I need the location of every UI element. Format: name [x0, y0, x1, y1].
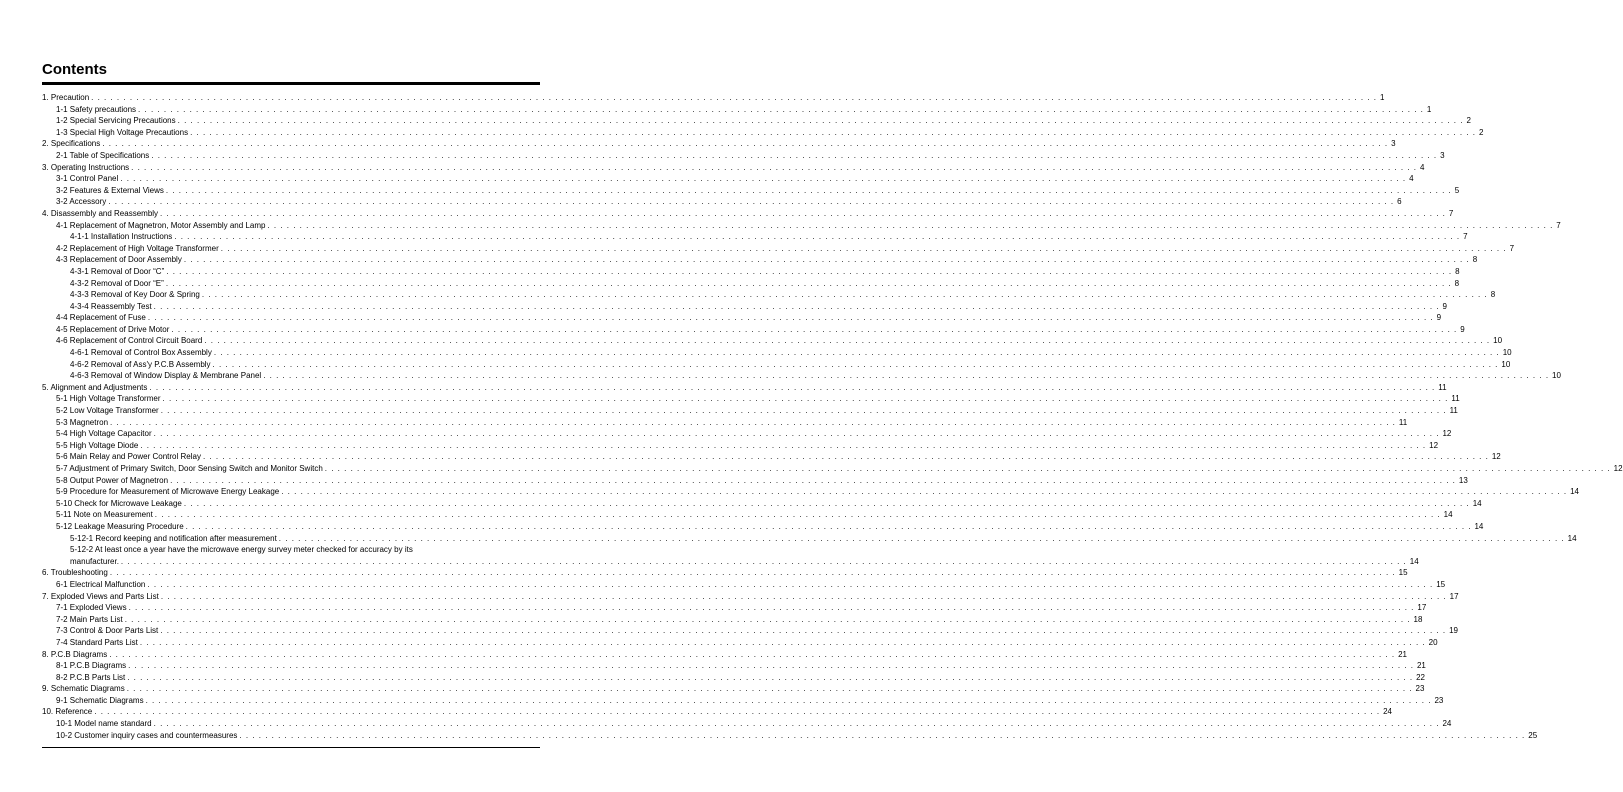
- toc-entry-page: 25: [1528, 730, 1538, 740]
- toc-entry[interactable]: [42, 660, 1426, 672]
- toc-entry-text: 5-4 High Voltage Capacitor: [56, 429, 152, 439]
- dot-leader: . . . . . . . . . . . . . . . . . . . . . . . . . . . . . . . . . . . . . . . . . . . . . . . . . . . . . . . . . . . . . . . . . . . . . . . . . . . . . . . . . . . . . . . . . . . . . . . . . . . . . . . . . . . . . . . . . . . . . . . . . . . . . . . . . . . . . . . . . . . . . . . . . . . . . . . . . . . . . . . . . . . . . . . . . . . . . . . . . . . . . . . . . . . . . . . . . . . . . . . .: [126, 684, 1413, 694]
- toc-entry-page: 12: [1429, 440, 1439, 450]
- dot-leader: . . . . . . . . . . . . . . . . . . . . . . . . . . . . . . . . . . . . . . . . . . . . . . . . . . . . . . . . . . . . . . . . . . . . . . . . . . . . . . . . . . . . . . . . . . . . . . . . . . . . . . . . . . . . . . . . . . . . . . . . . . . . . . . . . . . . . . . . . . . . . . . . . . . . . . . . . . . . . . . . . . . . . . . . . . . . . . . . . . . . . . . . . . . . . . . . . . . . . . . .: [263, 371, 1550, 381]
- toc-entry-page: 2: [1478, 127, 1484, 137]
- toc-entry[interactable]: [42, 544, 536, 556]
- table-of-contents: [42, 92, 1623, 741]
- toc-entry[interactable]: [42, 243, 1515, 255]
- toc-entry-page: 6: [1397, 197, 1402, 207]
- dot-leader: . . . . . . . . . . . . . . . . . . . . . . . . . . . . . . . . . . . . . . . . . . . . . . . . . . . . . . . . . . . . . . . . . . . . . . . . . . . . . . . . . . . . . . . . . . . . . . . . . . . . . . . . . . . . . . . . . . . . . . . . . . . . . . . . . . . . . . . . . . . . . . . . . . . . . . . . . . . . . . . . . . . . . . . . . . . . . . . . . . . . . . . . . . . . . . . . . . . . . . . .: [324, 464, 1611, 473]
- dot-leader: . . . . . . . . . . . . . . . . . . . . . . . . . . . . . . . . . . . . . . . . . . . . . . . . . . . . . . . . . . . . . . . . . . . . . . . . . . . . . . . . . . . . . . . . . . . . . . . . . . . . . . . . . . . . . . . . . . . . . . . . . . . . . . . . . . . . . . . . . . . . . . . . . . . . . . . . . . . . . . . . . . . . . . . . . . . . . . . . . . . . . . . . . . . . . . . . . . . . . . . .: [171, 324, 1458, 334]
- toc-entry-page: 10: [1552, 371, 1561, 381]
- toc-entry[interactable]: [42, 440, 1439, 452]
- toc-entry-page: 11: [1451, 394, 1460, 404]
- dot-leader: . . . . . . . . . . . . . . . . . . . . . . . . . . . . . . . . . . . . . . . . . . . . . . . . . . . . . . . . . . . . . . . . . . . . . . . . . . . . . . . . . . . . . . . . . . . . . . . . . . . . . . . . . . . . . . . . . . . . . . . . . . . . . . . . . . . . . . . . . . . . . . . . . . . . . . . . . . . . . . . . . . . . . . . . . . . . . . . . . . . . . . . . . . . . . . . . . . . . . . . .: [109, 568, 1396, 578]
- toc-entry-page: 1: [1426, 104, 1432, 114]
- toc-entry[interactable]: [42, 173, 1414, 185]
- toc-entry-text: 4. Disassembly and Reassembly: [42, 208, 159, 218]
- toc-entry-text: 2. Specifications: [42, 139, 101, 149]
- toc-entry-page: 14: [1409, 556, 1419, 566]
- toc-entry-page: 20: [1428, 637, 1438, 647]
- toc-entry-text: 3. Operating Instructions: [42, 162, 130, 172]
- toc-entry-text: 4-3-3 Removal of Key Door & Spring: [70, 290, 200, 300]
- toc-entry-text: 1-1 Safety precautions: [56, 104, 137, 114]
- dot-leader: . . . . . . . . . . . . . . . . . . . . . . . . . . . . . . . . . . . . . . . . . . . . . . . . . . . . . . . . . . . . . . . . . . . . . . . . . . . . . . . . . . . . . . . . . . . . . . . . . . . . . . . . . . . . . . . . . . . . . . . . . . . . . . . . . . . . . . . . . . . . . . . . . . . . . . . . . . . . . . . . . . . . . . . . . . . . . . . . . . . . . . . . . . . . . . . . . . . . . . . .: [183, 255, 1470, 265]
- toc-entry[interactable]: [42, 254, 1478, 266]
- toc-entry-text: 5-10 Check for Microwave Leakage: [56, 498, 182, 508]
- dot-leader: . . . . . . . . . . . . . . . . . . . . . . . . . . . . . . . . . . . . . . . . . . . . . . . . . . . . . . . . . . . . . . . . . . . . . . . . . . . . . . . . . . . . . . . . . . . . . . . . . . . . . . . . . . . . . . . . . . . . . . . . . . . . . . . . . . . . . . . . . . . . . . . . . . . . . . . . . . . . . . . . . . . . . . . . . . . . . . . . . . . . . . . . . . . . . . . . . . . . . . . .: [147, 313, 1434, 323]
- dot-leader: . . . . . . . . . . . . . . . . . . . . . . . . . . . . . . . . . . . . . . . . . . . . . . . . . . . . . . . . . . . . . . . . . . . . . . . . . . . . . . . . . . . . . . . . . . . . . . . . . . . . . . . . . . . . . . . . . . . . . . . . . . . . . . . . . . . . . . . . . . . . . . . . . . . . . . . . . . . . . . . . . . . . . . . . . . . . . . . . . . . . . . . . . . . . . . . . . . . . . . . .: [183, 498, 1470, 508]
- toc-entry[interactable]: [42, 591, 1459, 603]
- dot-leader: . . . . . . . . . . . . . . . . . . . . . . . . . . . . . . . . . . . . . . . . . . . . . . . . . . . . . . . . . . . . . . . . . . . . . . . . . . . . . . . . . . . . . . . . . . . . . . . . . . . . . . . . . . . . . . . . . . . . . . . . . . . . . . . . . . . . . . . . . . . . . . . . . . . . . . . . . . . . . . . . . . . . . . . . . . . . . . . . . . . . . . . . . . . . . . . . . . . . . . . .: [278, 533, 1565, 543]
- dot-leader: . . . . . . . . . . . . . . . . . . . . . . . . . . . . . . . . . . . . . . . . . . . . . . . . . . . . . . . . . . . . . . . . . . . . . . . . . . . . . . . . . . . . . . . . . . . . . . . . . . . . . . . . . . . . . . . . . . . . . . . . . . . . . . . . . . . . . . . . . . . . . . . . . . . . . . . . . . . . . . . . . . . . . . . . . . . . . . . . . . . . . . . . . . . . . . . . . . . . . . . .: [160, 406, 1447, 416]
- dot-leader: . . . . . . . . . . . . . . . . . . . . . . . . . . . . . . . . . . . . . . . . . . . . . . . . . . . . . . . . . . . . . . . . . . . . . . . . . . . . . . . . . . . . . . . . . . . . . . . . . . . . . . . . . . . . . . . . . . . . . . . . . . . . . . . . . . . . . . . . . . . . . . . . . . . . . . . . . . . . . . . . . . . . . . . . . . . . . . . . . . . . . . . . . . . . . . . . . . . . . . . .: [109, 649, 1396, 659]
- dot-leader: . . . . . . . . . . . . . . . . . . . . . . . . . . . . . . . . . . . . . . . . . . . . . . . . . . . . . . . . . . . . . . . . . . . . . . . . . . . . . . . . . . . . . . . . . . . . . . . . . . . . . . . . . . . . . . . . . . . . . . . . . . . . . . . . . . . . . . . . . . . . . . . . . . . . . . . . . . . . . . . . . . . . . . . . . . . . . . . . . . . . . . . . . . . . . . . . . . . . . . . .: [281, 487, 1568, 497]
- toc-entry-text: 5-5 High Voltage Diode: [56, 440, 139, 450]
- toc-entry-text: 1. Precaution: [42, 93, 90, 102]
- toc-entry-page: 9: [1436, 313, 1442, 323]
- toc-entry[interactable]: [42, 115, 1471, 127]
- dot-leader: . . . . . . . . . . . . . . . . . . . . . . . . . . . . . . . . . . . . . . . . . . . . . . . . . . . . . . . . . . . . . . . . . . . . . . . . . . . . . . . . . . . . . . . . . . . . . . . . . . . . . . . . . . . . . . . . . . . . . . . . . . . . . . . . . . . . . . . . . . . . . . . . . . . . . . . . . . . . . . . . . . . . . . . . . . . . . . . . . . . . . . . . . . . . . . . . . . . . . . . .: [202, 452, 1489, 462]
- toc-entry-page: 3: [1391, 139, 1396, 149]
- toc-entry-text: 10-2 Customer inquiry cases and countermeasures: [56, 730, 238, 740]
- dot-leader: . . . . . . . . . . . . . . . . . . . . . . . . . . . . . . . . . . . . . . . . . . . . . . . . . . . . . . . . . . . . . . . . . . . . . . . . . . . . . . . . . . . . . . . . . . . . . . . . . . . . . . . . . . . . . . . . . . . . . . . . . . . . . . . . . . . . . . . . . . . . . . . . . . . . . . . . . . . . . . . . . . . . . . . . . . . . . . . . . . . . . . . . . . . . . . . . . . . . . . . .: [138, 104, 1424, 114]
- toc-entry-page: 7: [1509, 243, 1515, 253]
- toc-entry-text: 8-1 P.C.B Diagrams: [56, 661, 127, 671]
- dot-leader: . . . . . . . . . . . . . . . . . . . . . . . . . . . . . . . . . . . . . . . . . . . . . . . . . . . . . . . . . . . . . . . . . . . . . . . . . . . . . . . . . . . . . . . . . . . . . . . . . . . . . . . . . . . . . . . . . . . . . . . . . . . . . . . . . . . . . . . . . . . . . . . . . . . . . . . . . . . . . . . . . . . . . . . . . . . . . . . . . . . . . . . . . . . . . . . . . . . . . . . .: [220, 243, 1507, 253]
- dot-leader: . . . . . . . . . . . . . . . . . . . . . . . . . . . . . . . . . . . . . . . . . . . . . . . . . . . . . . . . . . . . . . . . . . . . . . . . . . . . . . . . . . . . . . . . . . . . . . . . . . . . . . . . . . . . . . . . . . . . . . . . . . . . . . . . . . . . . . . . . . . . . . . . . . . . . . . . . . . . . . . . . . . . . . . . . . . . . . . . . . . . . . . . . . . . . . . . . . . . . . . .: [267, 220, 1554, 230]
- dot-leader: . . . . . . . . . . . . . . . . . . . . . . . . . . . . . . . . . . . . . . . . . . . . . . . . . . . . . . . . . . . . . . . . . . . . . . . . . . . . . . . . . . . . . . . . . . . . . . . . . . . . . . . . . . . . . . . . . . . . . . . . . . . . . . . . . . . . . . . . . . . . . . . . . . . . . . . . . . . . . . . . . . . . . . . . . . . . . . . . . . . . . . . . . . . . . . . . . . . . . . . .: [174, 232, 1461, 242]
- toc-entry-text: 4-2 Replacement of High Voltage Transformer: [56, 243, 219, 253]
- dot-leader: . . . . . . . . . . . . . . . . . . . . . . . . . . . . . . . . . . . . . . . . . . . . . . . . . . . . . . . . . . . . . . . . . . . . . . . . . . . . . . . . . . . . . . . . . . . . . . . . . . . . . . . . . . . . . . . . . . . . . . . . . . . . . . . . . . . . . . . . . . . . . . . . . . . . . . . . . . . . . . . . . . . . . . . . . . . . . . . . . . . . . . . . . . . . . . . . . . . . . . . .: [177, 116, 1464, 126]
- dot-leader: . . . . . . . . . . . . . . . . . . . . . . . . . . . . . . . . . . . . . . . . . . . . . . . . . . . . . . . . . . . . . . . . . . . . . . . . . . . . . . . . . . . . . . . . . . . . . . . . . . . . . . . . . . . . . . . . . . . . . . . . . . . . . . . . . . . . . . . . . . . . . . . . . . . . . . . . . . . . . . . . . . . . . . . . . . . . . . . . . . . . . . . . . . . . . . . . . . . . . . . .: [124, 614, 1411, 624]
- toc-entry[interactable]: [42, 266, 1460, 278]
- toc-entry[interactable]: [42, 231, 1468, 243]
- toc-entry-text: 7. Exploded Views and Parts List: [42, 591, 159, 601]
- toc-entry-page: 2: [1466, 116, 1471, 126]
- toc-entry[interactable]: [42, 533, 1577, 545]
- toc-entry[interactable]: [42, 185, 1460, 197]
- dot-leader: . . . . . . . . . . . . . . . . . . . . . . . . . . . . . . . . . . . . . . . . . . . . . . . . . . . . . . . . . . . . . . . . . . . . . . . . . . . . . . . . . . . . . . . . . . . . . . . . . . . . . . . . . . . . . . . . . . . . . . . . . . . . . . . . . . . . . . . . . . . . . . . . . . . . . . . . . . . . . . . . . . . . . . . . . . . . . . . . . . . . . . . . . . . . . . . . . . . . . . . .: [160, 626, 1447, 636]
- toc-entry[interactable]: [42, 127, 1484, 139]
- dot-leader: . . . . . . . . . . . . . . . . . . . . . . . . . . . . . . . . . . . . . . . . . . . . . . . . . . . . . . . . . . . . . . . . . . . . . . . . . . . . . . . . . . . . . . . . . . . . . . . . . . . . . . . . . . . . . . . . . . . . . . . . . . . . . . . . . . . . . . . . . . . . . . . . . . . . . . . . . . . . . . . . . . . . . . . . . . . . . . . . . . . . . . . . . . . . . . . . . . . . . . . .: [204, 336, 1491, 346]
- toc-entry-text: 4-1-1 Installation Instructions: [70, 232, 173, 242]
- toc-entry[interactable]: [42, 683, 1425, 695]
- page-title: Contents: [42, 61, 107, 78]
- toc-entry-page: 7: [1556, 220, 1561, 230]
- dot-leader: . . . . . . . . . . . . . . . . . . . . . . . . . . . . . . . . . . . . . . . . . . . . . . . . . . . . . . . . . . . . . . . . . . . . . . . . . . . . . . . . . . . . . . . . . . . . . . . . . . . . . . . . . . . . . . . . . . . . . . . . . . . . . . . . . . . . . . . . . . . . . . . . . . . . . . . . . . . . . . . . . . . . . . . . . . . . . . . . . . . . . . . . . . . . . . . . . . . . . . . .: [128, 603, 1415, 613]
- toc-entry[interactable]: [42, 730, 1538, 742]
- toc-entry-page: 18: [1413, 614, 1423, 624]
- dot-leader: . . . . . . . . . . . . . . . . . . . . . . . . . . . . . . . . . . . . . . . . . . . . . . . . . . . . . . . . . . . . . . . . . . . . . . . . . . . . . . . . . . . . . . . . . . . . . . . . . . . . . . . . . . . . . . . . . . . . . . . . . . . . . . . . . . . . . . . . . . . . . . . . . . . . . . . . . . . . . . . . . . . . . . . . . . . . . . . . . . . . . . . . . . . . . . . . . . . . . . . .: [213, 348, 1500, 358]
- toc-entry-page: 11: [1449, 406, 1458, 416]
- toc-entry-page: 17: [1417, 603, 1427, 613]
- toc-entry-text: 5-7 Adjustment of Primary Switch, Door Sensing Switch and Monitor Switch: [56, 464, 323, 473]
- toc-entry[interactable]: [42, 521, 1484, 533]
- toc-entry-page: 11: [1398, 417, 1408, 427]
- toc-entry[interactable]: [42, 405, 1458, 417]
- dot-leader: . . . . . . . . . . . . . . . . . . . . . . . . . . . . . . . . . . . . . . . . . . . . . . . . . . . . . . . . . . . . . . . . . . . . . . . . . . . . . . . . . . . . . . . . . . . . . . . . . . . . . . . . . . . . . . . . . . . . . . . . . . . . . . . . . . . . . . . . . . . . . . . . . . . . . . . . . . . . . . . . . . . . . . . . . . . . . . . . . . . . . . . . . . . . . . . . . . . . . . . .: [131, 162, 1417, 172]
- toc-entry-text: 5-12-2 At least once a year have the microwave energy survey meter checked for accuracy by its: [70, 545, 413, 555]
- dot-leader: . . . . . . . . . . . . . . . . . . . . . . . . . . . . . . . . . . . . . . . . . . . . . . . . . . . . . . . . . . . . . . . . . . . . . . . . . . . . . . . . . . . . . . . . . . . . . . . . . . . . . . . . . . . . . . . . . . . . . . . . . . . . . . . . . . . . . . . . . . . . . . . . . . . . . . . . . . . . . . . . . . . . . . . . . . . . . . . . . . . . . . . . . . . . . . . . . . . . . . . .: [147, 579, 1434, 589]
- toc-entry-text: 5-9 Procedure for Measurement of Microwave Energy Leakage: [56, 487, 280, 497]
- toc-entry-text: 4-5 Replacement of Drive Motor: [56, 324, 170, 334]
- toc-entry-text: 4-6 Replacement of Control Circuit Board: [56, 336, 203, 346]
- toc-entry-page: 10: [1493, 336, 1503, 346]
- toc-entry[interactable]: [42, 625, 1459, 637]
- toc-entry[interactable]: [42, 347, 1512, 359]
- dot-leader: . . . . . . . . . . . . . . . . . . . . . . . . . . . . . . . . . . . . . . . . . . . . . . . . . . . . . . . . . . . . . . . . . . . . . . . . . . . . . . . . . . . . . . . . . . . . . . . . . . . . . . . . . . . . . . . . . . . . . . . . . . . . . . . . . . . . . . . . . . . . . . . . . . . . . . . . . . . . . . . . . . . . . . . . . . . . . . . . . . . . . . . . . . . . . . . . . . . . . . . .: [127, 672, 1414, 682]
- toc-entry-page: 10: [1502, 348, 1512, 358]
- toc-entry-text: 4-3 Replacement of Door Assembly: [56, 255, 182, 265]
- toc-entry-page: 9: [1442, 301, 1447, 311]
- toc-entry-page: 14: [1472, 498, 1482, 508]
- toc-entry-text: 6. Troubleshooting: [42, 568, 108, 578]
- toc-entry[interactable]: [42, 162, 1425, 174]
- toc-entry-page: 11: [1438, 382, 1447, 392]
- toc-entry-text: 5-8 Output Power of Magnetron: [56, 475, 169, 485]
- toc-entry-text: 4-3-2 Removal of Door “E”: [70, 278, 164, 288]
- dot-leader: . . . . . . . . . . . . . . . . . . . . . . . . . . . . . . . . . . . . . . . . . . . . . . . . . . . . . . . . . . . . . . . . . . . . . . . . . . . . . . . . . . . . . . . . . . . . . . . . . . . . . . . . . . . . . . . . . . . . . . . . . . . . . . . . . . . . . . . . . . . . . . . . . . . . . . . . . . . . . . . . . . . . . . . . . . . . . . . . . . . . . . . . . . . . . . . . . . . . . . . .: [102, 139, 1389, 149]
- toc-entry-page: 14: [1443, 510, 1453, 520]
- dot-leader: . . . . . . . . . . . . . . . . . . . . . . . . . . . . . . . . . . . . . . . . . . . . . . . . . . . . . . . . . . . . . . . . . . . . . . . . . . . . . . . . . . . . . . . . . . . . . . . . . . . . . . . . . . . . . . . . . . . . . . . . . . . . . . . . . . . . . . . . . . . . . . . . . . . . . . . . . . . . . . . . . . . . . . . . . . . . . . . . . . . . . . . . . . . . . . . . . . . . . . . .: [162, 394, 1449, 404]
- dot-leader: . . . . . . . . . . . . . . . . . . . . . . . . . . . . . . . . . . . . . . . . . . . . . . . . . . . . . . . . . . . . . . . . . . . . . . . . . . . . . . . . . . . . . . . . . . . . . . . . . . . . . . . . . . . . . . . . . . . . . . . . . . . . . . . . . . . . . . . . . . . . . . . . . . . . . . . . . . . . . . . . . . . . . . . . . . . . . . . . . . . . . . . . . . . . . . . . . . . . . . . .: [128, 661, 1414, 671]
- toc-entry-text: 4-6-2 Removal of Ass'y P.C.B Assembly: [70, 359, 211, 369]
- toc-entry-text: 3-2 Accessory: [56, 197, 107, 207]
- dot-leader: . . . . . . . . . . . . . . . . . . . . . . . . . . . . . . . . . . . . . . . . . . . . . . . . . . . . . . . . . . . . . . . . . . . . . . . . . . . . . . . . . . . . . . . . . . . . . . . . . . . . . . . . . . . . . . . . . . . . . . . . . . . . . . . . . . . . . . . . . . . . . . . . . . . . . . . . . . . . . . . . . . . . . . . . . . . . . . . . . . . . . . . . . . . . . . . . . . . . . . . .: [154, 510, 1441, 520]
- toc-entry-text: 10. Reference: [42, 707, 93, 717]
- toc-entry[interactable]: [42, 486, 1579, 498]
- toc-entry[interactable]: [42, 695, 1444, 707]
- toc-entry[interactable]: [42, 475, 1468, 487]
- toc-entry-text: 3-1 Control Panel: [56, 174, 119, 184]
- toc-entry-text: 5-11 Note on Measurement: [56, 510, 153, 520]
- dot-leader: . . . . . . . . . . . . . . . . . . . . . . . . . . . . . . . . . . . . . . . . . . . . . . . . . . . . . . . . . . . . . . . . . . . . . . . . . . . . . . . . . . . . . . . . . . . . . . . . . . . . . . . . . . . . . . . . . . . . . . . . . . . . . . . . . . . . . . . . . . . . . . . . . . . . . . . . . . . . . . . . . . . . . . . . . . . . . . . . . . . . . . . . . . . . . . . . . . . . . . . .: [91, 93, 1377, 102]
- toc-entry[interactable]: [42, 451, 1501, 463]
- toc-entry-text: 7-1 Exploded Views: [56, 603, 127, 613]
- toc-entry-page: 24: [1383, 707, 1393, 717]
- toc-entry-page: 15: [1436, 579, 1446, 589]
- toc-entry[interactable]: [42, 463, 1623, 475]
- toc-entry-text: 4-3-4 Reassembly Test: [70, 301, 152, 311]
- dot-leader: . . . . . . . . . . . . . . . . . . . . . . . . . . . . . . . . . . . . . . . . . . . . . . . . . . . . . . . . . . . . . . . . . . . . . . . . . . . . . . . . . . . . . . . . . . . . . . . . . . . . . . . . . . . . . . . . . . . . . . . . . . . . . . . . . . . . . . . . . . . . . . . . . . . . . . . . . . . . . . . . . . . . . . . . . . . . . . . . . . . . . . . . . . . . . . . . . . . . . . . .: [165, 278, 1452, 288]
- dot-leader: . . . . . . . . . . . . . . . . . . . . . . . . . . . . . . . . . . . . . . . . . . . . . . . . . . . . . . . . . . . . . . . . . . . . . . . . . . . . . . . . . . . . . . . . . . . . . . . . . . . . . . . . . . . . . . . . . . . . . . . . . . . . . . . . . . . . . . . . . . . . . . . . . . . . . . . . . . . . . . . . . . . . . . . . . . . . . . . . . . . . . . . . . . . . . . . . . . . . . . . .: [170, 475, 1456, 485]
- toc-entry-page: 23: [1415, 684, 1425, 694]
- toc-entry[interactable]: [42, 567, 1408, 579]
- dot-leader: . . . . . . . . . . . . . . . . . . . . . . . . . . . . . . . . . . . . . . . . . . . . . . . . . . . . . . . . . . . . . . . . . . . . . . . . . . . . . . . . . . . . . . . . . . . . . . . . . . . . . . . . . . . . . . . . . . . . . . . . . . . . . . . . . . . . . . . . . . . . . . . . . . . . . . . . . . . . . . . . . . . . . . . . . . . . . . . . . . . . . . . . . . . . . . . . . . . . . . . .: [140, 440, 1427, 450]
- toc-entry-page: 8: [1490, 290, 1496, 300]
- toc-entry-text: 9-1 Schematic Diagrams: [56, 695, 144, 705]
- toc-entry-continuation[interactable]: [42, 556, 1419, 568]
- toc-entry[interactable]: [42, 289, 1496, 301]
- toc-entry-text: 10-1 Model name standard: [56, 719, 152, 729]
- toc-entry[interactable]: [42, 614, 1423, 626]
- toc-entry-text: 1-3 Special High Voltage Precautions: [56, 127, 189, 137]
- toc-entry[interactable]: [42, 196, 1402, 208]
- dot-leader: . . . . . . . . . . . . . . . . . . . . . . . . . . . . . . . . . . . . . . . . . . . . . . . . . . . . . . . . . . . . . . . . . . . . . . . . . . . . . . . . . . . . . . . . . . . . . . . . . . . . . . . . . . . . . . . . . . . . . . . . . . . . . . . . . . . . . . . . . . . . . . . . . . . . . . . . . . . . . . . . . . . . . . . . . . . . . . . . . . . . . . . . . . . . . . . . . . . . . . . .: [153, 301, 1440, 311]
- dot-leader: . . . . . . . . . . . . . . . . . . . . . . . . . . . . . . . . . . . . . . . . . . . . . . . . . . . . . . . . . . . . . . . . . . . . . . . . . . . . . . . . . . . . . . . . . . . . . . . . . . . . . . . . . . . . . . . . . . . . . . . . . . . . . . . . . . . . . . . . . . . . . . . . . . . . . . . . . . . . . . . . . . . . . . . . . . . . . . . . . . . . . . . . . . . . . . . . . . . . . . . .: [149, 382, 1436, 392]
- toc-entry-text: 7-3 Control & Door Parts List: [56, 626, 159, 636]
- toc-entry-page: 9: [1460, 324, 1465, 334]
- toc-entry-page: 14: [1567, 533, 1577, 543]
- title-rule: [42, 82, 540, 85]
- toc-entry-page: 1: [1379, 93, 1385, 102]
- toc-entry[interactable]: [42, 602, 1427, 614]
- dot-leader: . . . . . . . . . . . . . . . . . . . . . . . . . . . . . . . . . . . . . . . . . . . . . . . . . . . . . . . . . . . . . . . . . . . . . . . . . . . . . . . . . . . . . . . . . . . . . . . . . . . . . . . . . . . . . . . . . . . . . . . . . . . . . . . . . . . . . . . . . . . . . . . . . . . . . . . . . . . . . . . . . . . . . . . . . . . . . . . . . . . . . . . . . . . . . . . . . . . . . . . .: [153, 429, 1440, 439]
- dot-leader: . . . . . . . . . . . . . . . . . . . . . . . . . . . . . . . . . . . . . . . . . . . . . . . . . . . . . . . . . . . . . . . . . . . . . . . . . . . . . . . . . . . . . . . . . . . . . . . . . . . . . . . . . . . . . . . . . . . . . . . . . . . . . . . . . . . . . . . . . . . . . . . . . . . . . . . . . . . . . . . . . . . . . . . . . . . . . . . . . . . . . . . . . . . . . . . . . . . . . . . .: [153, 719, 1440, 729]
- toc-entry-text: 8-2 P.C.B Parts List: [56, 672, 126, 682]
- toc-entry[interactable]: [42, 498, 1482, 510]
- dot-leader: . . . . . . . . . . . . . . . . . . . . . . . . . . . . . . . . . . . . . . . . . . . . . . . . . . . . . . . . . . . . . . . . . . . . . . . . . . . . . . . . . . . . . . . . . . . . . . . . . . . . . . . . . . . . . . . . . . . . . . . . . . . . . . . . . . . . . . . . . . . . . . . . . . . . . . . . . . . . . . . . . . . . . . . . . . . . . . . . . . . . . . . . . . . . . . . . . . . . . . . .: [165, 185, 1452, 195]
- toc-entry-text: 7-2 Main Parts List: [56, 614, 123, 624]
- dot-leader: . . . . . . . . . . . . . . . . . . . . . . . . . . . . . . . . . . . . . . . . . . . . . . . . . . . . . . . . . . . . . . . . . . . . . . . . . . . . . . . . . . . . . . . . . . . . . . . . . . . . . . . . . . . . . . . . . . . . . . . . . . . . . . . . . . . . . . . . . . . . . . . . . . . . . . . . . . . . . . . . . . . . . . . . . . . . . . . . . . . . . . . . . . . . . . . . . . . . . . . .: [212, 359, 1499, 369]
- dot-leader: . . . . . . . . . . . . . . . . . . . . . . . . . . . . . . . . . . . . . . . . . . . . . . . . . . . . . . . . . . . . . . . . . . . . . . . . . . . . . . . . . . . . . . . . . . . . . . . . . . . . . . . . . . . . . . . . . . . . . . . . . . . . . . . . . . . . . . . . . . . . . . . . . . . . . . . . . . . . . . . . . . . . . . . . . . . . . . . . . . . . . . . . . . . . . . . . . . . . . . . .: [185, 521, 1472, 531]
- toc-entry-text: 5-12-1 Record keeping and notification after measurement: [70, 533, 277, 543]
- toc-entry[interactable]: [42, 301, 1447, 313]
- toc-entry-page: 4: [1409, 174, 1414, 184]
- toc-entry-page: 22: [1416, 672, 1425, 682]
- toc-entry-page: 12: [1442, 429, 1452, 439]
- toc-entry[interactable]: [42, 150, 1445, 162]
- dot-leader: . . . . . . . . . . . . . . . . . . . . . . . . . . . . . . . . . . . . . . . . . . . . . . . . . . . . . . . . . . . . . . . . . . . . . . . . . . . . . . . . . . . . . . . . . . . . . . . . . . . . . . . . . . . . . . . . . . . . . . . . . . . . . . . . . . . . . . . . . . . . . . . . . . . . . . . . . . . . . . . . . . . . . . . . . . . . . . . . . . . . . . . . . . . . . . . . . . . . . . . .: [120, 174, 1407, 184]
- toc-entry[interactable]: [42, 382, 1447, 394]
- dot-leader: . . . . . . . . . . . . . . . . . . . . . . . . . . . . . . . . . . . . . . . . . . . . . . . . . . . . . . . . . . . . . . . . . . . . . . . . . . . . . . . . . . . . . . . . . . . . . . . . . . . . . . . . . . . . . . . . . . . . . . . . . . . . . . . . . . . . . . . . . . . . . . . . . . . . . . . . . . . . . . . . . . . . . . . . . . . . . . . . . . . . . . . . . . . . . . . . . . . . . . . .: [160, 591, 1447, 601]
- toc-entry-page: 8: [1455, 266, 1460, 276]
- toc-entry[interactable]: [42, 637, 1438, 649]
- toc-entry[interactable]: [42, 579, 1446, 591]
- toc-entry[interactable]: [42, 220, 1561, 232]
- toc-entry[interactable]: [42, 672, 1425, 684]
- toc-entry-page: 7: [1463, 232, 1468, 242]
- toc-entry-page: 10: [1501, 359, 1511, 369]
- toc-entry-page: 24: [1442, 719, 1452, 729]
- toc-entry-text: 5-6 Main Relay and Power Control Relay: [56, 452, 201, 462]
- toc-entry-text: 5. Alignment and Adjustments: [42, 382, 148, 392]
- toc-entry[interactable]: [42, 370, 1561, 382]
- toc-entry-text: 7-4 Standard Parts List: [56, 637, 138, 647]
- toc-entry-page: 5: [1454, 185, 1460, 195]
- toc-entry-text: 6-1 Electrical Malfunction: [56, 579, 146, 589]
- toc-entry[interactable]: [42, 278, 1460, 290]
- dot-leader: . . . . . . . . . . . . . . . . . . . . . . . . . . . . . . . . . . . . . . . . . . . . . . . . . . . . . . . . . . . . . . . . . . . . . . . . . . . . . . . . . . . . . . . . . . . . . . . . . . . . . . . . . . . . . . . . . . . . . . . . . . . . . . . . . . . . . . . . . . . . . . . . . . . . . . . . . . . . . . . . . . . . . . . . . . . . . . . . . . . . . . . . . . . . . . . . . . . . . . . .: [145, 695, 1432, 705]
- toc-entry-text: manufacturer.: [70, 556, 119, 566]
- dot-leader: . . . . . . . . . . . . . . . . . . . . . . . . . . . . . . . . . . . . . . . . . . . . . . . . . . . . . . . . . . . . . . . . . . . . . . . . . . . . . . . . . . . . . . . . . . . . . . . . . . . . . . . . . . . . . . . . . . . . . . . . . . . . . . . . . . . . . . . . . . . . . . . . . . . . . . . . . . . . . . . . . . . . . . . . . . . . . . . . . . . . . . . . . . . . . . . . . . . . . . . .: [110, 417, 1396, 427]
- toc-entry-text: 5-1 High Voltage Transformer: [56, 394, 161, 404]
- dot-leader: . . . . . . . . . . . . . . . . . . . . . . . . . . . . . . . . . . . . . . . . . . . . . . . . . . . . . . . . . . . . . . . . . . . . . . . . . . . . . . . . . . . . . . . . . . . . . . . . . . . . . . . . . . . . . . . . . . . . . . . . . . . . . . . . . . . . . . . . . . . . . . . . . . . . . . . . . . . . . . . . . . . . . . . . . . . . . . . . . . . . . . . . . . . . . . . . . . . . . . . .: [166, 266, 1453, 276]
- toc-entry[interactable]: [42, 393, 1460, 405]
- toc-entry-page: 12: [1491, 452, 1501, 462]
- toc-entry[interactable]: [42, 208, 1454, 220]
- toc-entry-page: 23: [1434, 695, 1444, 705]
- dot-leader: . . . . . . . . . . . . . . . . . . . . . . . . . . . . . . . . . . . . . . . . . . . . . . . . . . . . . . . . . . . . . . . . . . . . . . . . . . . . . . . . . . . . . . . . . . . . . . . . . . . . . . . . . . . . . . . . . . . . . . . . . . . . . . . . . . . . . . . . . . . . . . . . . . . . . . . . . . . . . . . . . . . . . . . . . . . . . . . . . . . . . . . . . . . . . . . . . . . . . . . .: [201, 290, 1488, 300]
- toc-entry-text: 5-12 Leakage Measuring Procedure: [56, 521, 184, 531]
- toc-entry-page: 19: [1449, 626, 1459, 636]
- dot-leader: . . . . . . . . . . . . . . . . . . . . . . . . . . . . . . . . . . . . . . . . . . . . . . . . . . . . . . . . . . . . . . . . . . . . . . . . . . . . . . . . . . . . . . . . . . . . . . . . . . . . . . . . . . . . . . . . . . . . . . . . . . . . . . . . . . . . . . . . . . . . . . . . . . . . . . . . . . . . . . . . . . . . . . . . . . . . . . . . . . . . . . . . . . . . . . . . . . . . . . . .: [108, 197, 1395, 207]
- toc-entry[interactable]: [42, 417, 1408, 429]
- toc-entry-text: 1-2 Special Servicing Precautions: [56, 116, 176, 126]
- toc-entry-page: 8: [1454, 278, 1460, 288]
- toc-entry-text: 4-4 Replacement of Fuse: [56, 313, 146, 323]
- toc-entry[interactable]: [42, 718, 1452, 730]
- dot-leader: . . . . . . . . . . . . . . . . . . . . . . . . . . . . . . . . . . . . . . . . . . . . . . . . . . . . . . . . . . . . . . . . . . . . . . . . . . . . . . . . . . . . . . . . . . . . . . . . . . . . . . . . . . . . . . . . . . . . . . . . . . . . . . . . . . . . . . . . . . . . . . . . . . . . . . . . . . . . . . . . . . . . . . . . . . . . . . . . . . . . . . . . . . . . . . . . . . . . . . . .: [120, 556, 1407, 566]
- toc-entry-text: 2-1 Table of Specifications: [56, 150, 150, 160]
- toc-entry-page: 7: [1448, 208, 1454, 218]
- dot-leader: . . . . . . . . . . . . . . . . . . . . . . . . . . . . . . . . . . . . . . . . . . . . . . . . . . . . . . . . . . . . . . . . . . . . . . . . . . . . . . . . . . . . . . . . . . . . . . . . . . . . . . . . . . . . . . . . . . . . . . . . . . . . . . . . . . . . . . . . . . . . . . . . . . . . . . . . . . . . . . . . . . . . . . . . . . . . . . . . . . . . . . . . . . . . . . . . . . . . . . . .: [94, 707, 1381, 717]
- dot-leader: . . . . . . . . . . . . . . . . . . . . . . . . . . . . . . . . . . . . . . . . . . . . . . . . . . . . . . . . . . . . . . . . . . . . . . . . . . . . . . . . . . . . . . . . . . . . . . . . . . . . . . . . . . . . . . . . . . . . . . . . . . . . . . . . . . . . . . . . . . . . . . . . . . . . . . . . . . . . . . . . . . . . . . . . . . . . . . . . . . . . . . . . . . . . . . . . . . . . . . . .: [160, 208, 1446, 218]
- toc-entry[interactable]: [42, 706, 1393, 718]
- toc-entry[interactable]: [42, 312, 1442, 324]
- toc-entry[interactable]: [42, 335, 1503, 347]
- toc-entry-text: 3-2 Features & External Views: [56, 185, 164, 195]
- toc-entry-page: 13: [1458, 475, 1468, 485]
- toc-entry[interactable]: [42, 359, 1511, 371]
- toc-entry[interactable]: [42, 104, 1432, 116]
- dot-leader: . . . . . . . . . . . . . . . . . . . . . . . . . . . . . . . . . . . . . . . . . . . . . . . . . . . . . . . . . . . . . . . . . . . . . . . . . . . . . . . . . . . . . . . . . . . . . . . . . . . . . . . . . . . . . . . . . . . . . . . . . . . . . . . . . . . . . . . . . . . . . . . . . . . . . . . . . . . . . . . . . . . . . . . . . . . . . . . . . . . . . . . . . . . . . . . . . . . . . . . .: [151, 150, 1438, 160]
- dot-leader: . . . . . . . . . . . . . . . . . . . . . . . . . . . . . . . . . . . . . . . . . . . . . . . . . . . . . . . . . . . . . . . . . . . . . . . . . . . . . . . . . . . . . . . . . . . . . . . . . . . . . . . . . . . . . . . . . . . . . . . . . . . . . . . . . . . . . . . . . . . . . . . . . . . . . . . . . . . . . . . . . . . . . . . . . . . . . . . . . . . . . . . . . . . . . . . . . . . . . . . .: [239, 730, 1526, 740]
- bottom-rule: [42, 747, 540, 748]
- dot-leader: . . . . . . . . . . . . . . . . . . . . . . . . . . . . . . . . . . . . . . . . . . . . . . . . . . . . . . . . . . . . . . . . . . . . . . . . . . . . . . . . . . . . . . . . . . . . . . . . . . . . . . . . . . . . . . . . . . . . . . . . . . . . . . . . . . . . . . . . . . . . . . . . . . . . . . . . . . . . . . . . . . . . . . . . . . . . . . . . . . . . . . . . . . . . . . . . . . . . . . . .: [139, 637, 1426, 647]
- toc-entry-page: 4: [1420, 162, 1425, 172]
- toc-entry[interactable]: [42, 509, 1453, 521]
- toc-entry[interactable]: [42, 649, 1407, 661]
- toc-entry-page: 12: [1613, 464, 1623, 473]
- toc-entry-page: 15: [1398, 568, 1408, 578]
- toc-entry[interactable]: [42, 428, 1452, 440]
- toc-entry-text: 8. P.C.B Diagrams: [42, 649, 108, 659]
- toc-entry-page: 14: [1570, 487, 1579, 497]
- toc-entry-text: 5-2 Low Voltage Transformer: [56, 406, 159, 416]
- toc-entry[interactable]: [42, 324, 1465, 336]
- toc-entry-page: 21: [1416, 661, 1426, 671]
- toc-entry-page: 17: [1449, 591, 1459, 601]
- toc-entry-text: 4-3-1 Removal of Door “C”: [70, 266, 165, 276]
- toc-entry[interactable]: [42, 138, 1396, 150]
- toc-entry-text: 4-6-3 Removal of Window Display & Membrane Panel: [70, 371, 262, 381]
- toc-entry[interactable]: [42, 92, 1385, 104]
- toc-entry-text: 5-3 Magnetron: [56, 417, 109, 427]
- toc-entry-page: 8: [1472, 255, 1478, 265]
- toc-entry-text: 4-1 Replacement of Magnetron, Motor Assembly and Lamp: [56, 220, 266, 230]
- toc-entry-page: 3: [1440, 150, 1445, 160]
- toc-entry-page: 14: [1474, 521, 1484, 531]
- toc-entry-page: 21: [1398, 649, 1407, 659]
- toc-entry-text: 9. Schematic Diagrams: [42, 684, 125, 694]
- dot-leader: . . . . . . . . . . . . . . . . . . . . . . . . . . . . . . . . . . . . . . . . . . . . . . . . . . . . . . . . . . . . . . . . . . . . . . . . . . . . . . . . . . . . . . . . . . . . . . . . . . . . . . . . . . . . . . . . . . . . . . . . . . . . . . . . . . . . . . . . . . . . . . . . . . . . . . . . . . . . . . . . . . . . . . . . . . . . . . . . . . . . . . . . . . . . . . . . . . . . . . . .: [190, 127, 1476, 137]
- toc-entry-text: 4-6-1 Removal of Control Box Assembly: [70, 348, 212, 358]
